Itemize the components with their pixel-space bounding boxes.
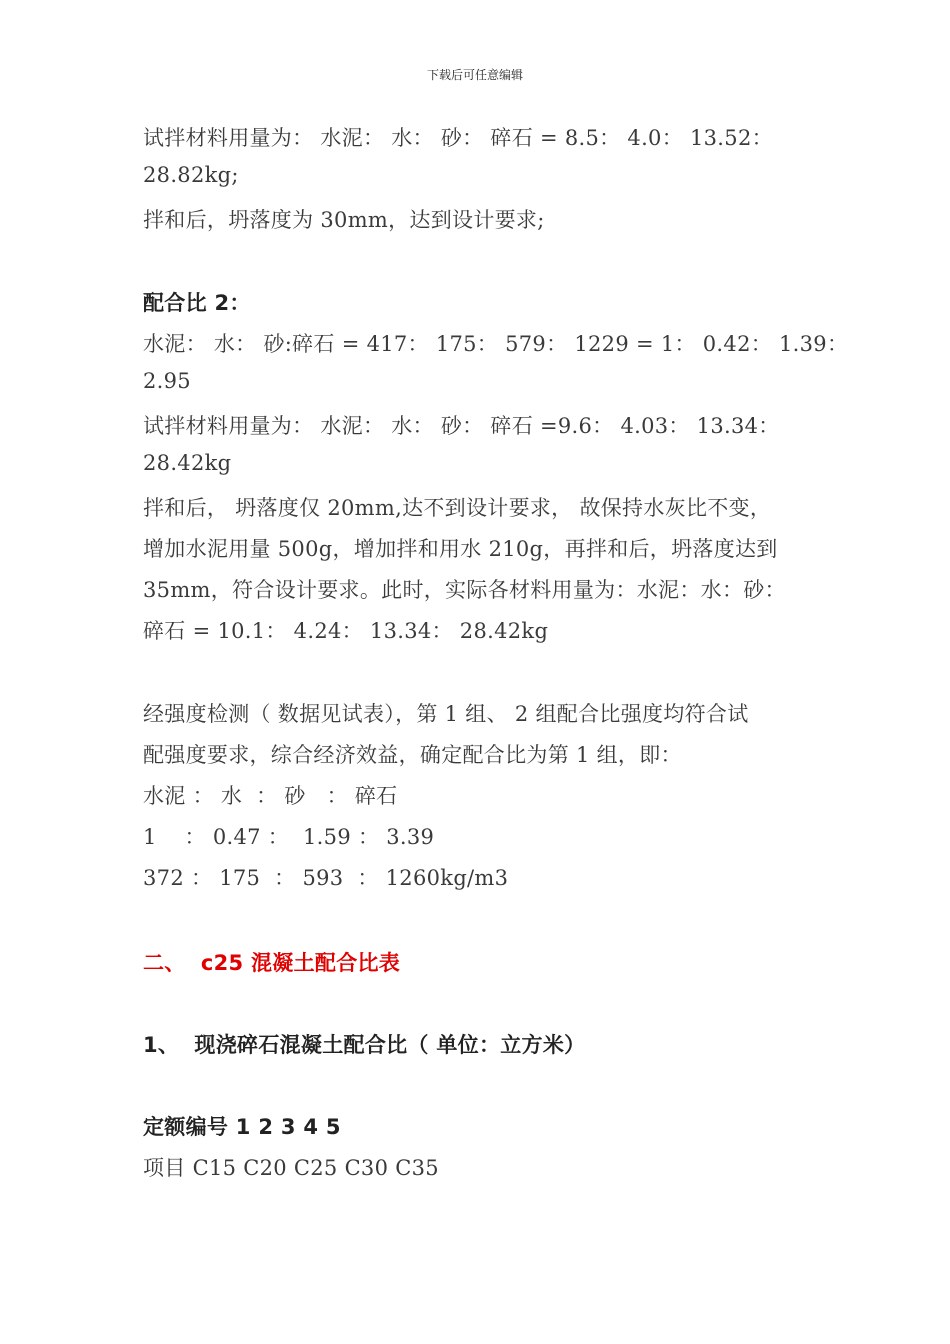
ratio-header-row: 水泥 ： 水 ： 砂 ： 碎石 <box>143 784 398 808</box>
trial-amount-line-2: 28.82kg; <box>143 163 239 187</box>
slump-result-1: 拌和后，坍落度为 30mm，达到设计要求; <box>143 208 545 232</box>
mix-ratio-2-heading: 配合比 2： <box>143 291 251 315</box>
mix-ratio-2-line-1: 水泥： 水： 砂:碎石 = 417： 175： 579： 1229 = 1： 0.42： 1.39： <box>143 332 849 356</box>
strength-test-line-1: 经强度检测（ 数据见试表），第 1 组、 2 组配合比强度均符合试 <box>143 702 749 726</box>
trial-amount-2-line-2: 28.42kg <box>143 451 232 475</box>
ratio-amounts-row: 372 ： 175 ： 593 ： 1260kg/m3 <box>143 866 509 890</box>
mix-ratio-2-line-2: 2.95 <box>143 369 191 393</box>
adjustment-line-4: 碎石 = 10.1： 4.24： 13.34： 28.42kg <box>143 619 549 643</box>
subsection-1-heading: 1、 现浇碎石混凝土配合比（ 单位：立方米） <box>143 1033 586 1057</box>
page-header: 下载后可任意编辑 <box>426 68 523 82</box>
strength-test-line-2: 配强度要求，综合经济效益，确定配合比为第 1 组，即： <box>143 743 682 767</box>
adjustment-line-2: 增加水泥用量 500g，增加拌和用水 210g，再拌和后，坍落度达到 <box>143 537 778 561</box>
item-row: 项目 C15 C20 C25 C30 C35 <box>143 1156 439 1180</box>
trial-amount-line-1: 试拌材料用量为： 水泥： 水： 砂： 碎石 = 8.5： 4.0： 13.52： <box>143 126 773 150</box>
quota-number-row: 定额编号 1 2 3 4 5 <box>143 1115 341 1139</box>
trial-amount-2-line-1: 试拌材料用量为： 水泥： 水： 砂： 碎石 =9.6： 4.03： 13.34： <box>143 414 780 438</box>
adjustment-line-3: 35mm，符合设计要求。此时，实际各材料用量为：水泥：水：砂： <box>143 578 786 602</box>
ratio-values-row: 1 ： 0.47 ： 1.59 ： 3.39 <box>143 825 435 849</box>
section-2-heading: 二、 c25 混凝土配合比表 <box>143 951 401 975</box>
adjustment-line-1: 拌和后， 坍落度仅 20mm,达不到设计要求， 故保持水灰比不变， <box>143 496 772 520</box>
